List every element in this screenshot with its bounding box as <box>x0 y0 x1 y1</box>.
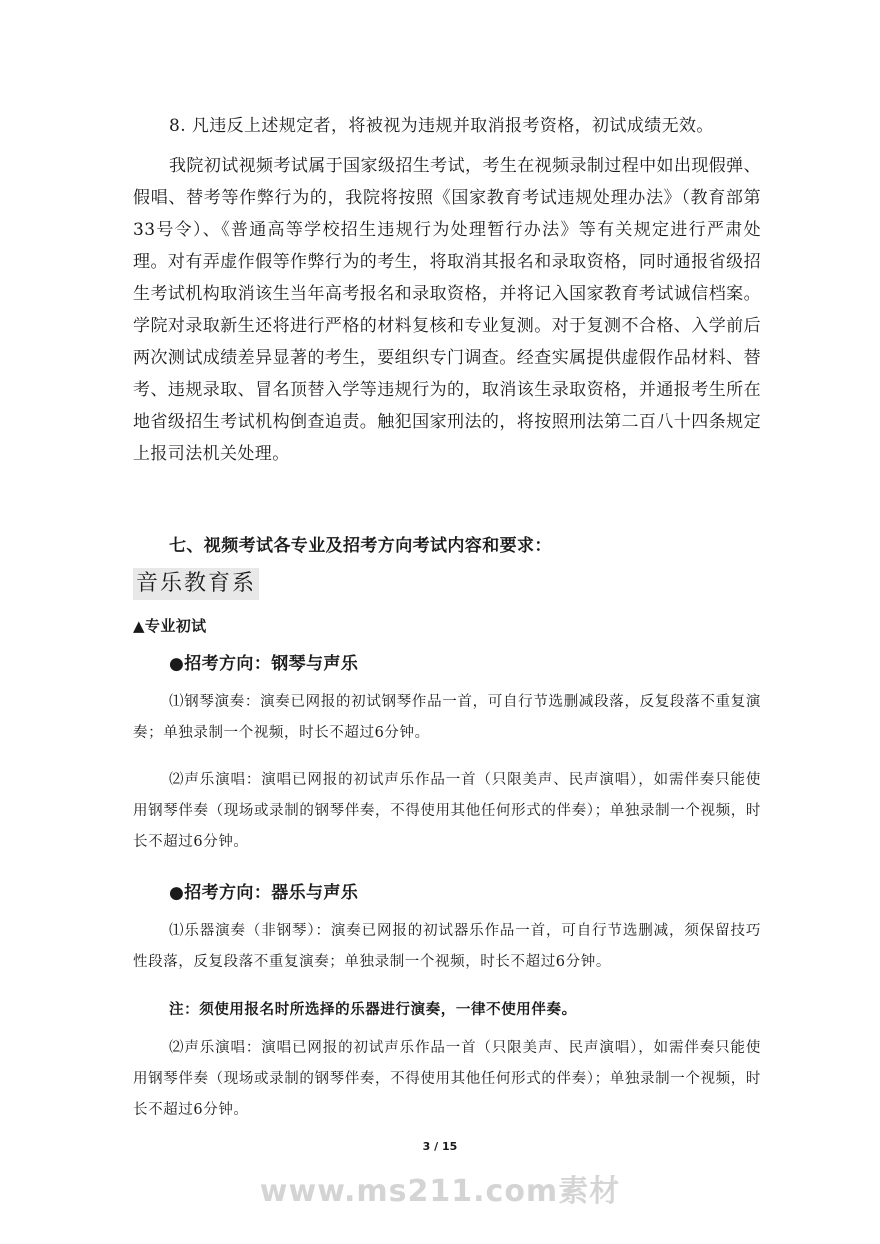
site-watermark: www.ms211.com素材 <box>259 1174 621 1209</box>
exam-stage-label: ▲专业初试 <box>133 617 207 635</box>
paragraph-violation-handling: 我院初试视频考试属于国家级招生考试，考生在视频录制过程中如出现假弹、假唱、替考等作弊行为的，我院将按照《国家教育考试违规处理办法》（教育部第33号令）、《普通高等学校招生违规行为处理暂行办法》等有关规定进行严肃处理。对有弄虚作假等作弊行为的考生，将取消其报名和录取资格，同时通报省级招生考试机构取消该生当年高考报名和录取资格，并将记入国家教育考试诚信档案。学院对录取新生还将进行严格的材料复核和专业复测。对于复测不合格、入学前后两次测试成绩差异显著的考生，要组织专门调查。经查实属提供虚假作品材料、替考、违规录取、冒名顶替入学等违规行为的，取消该生录取资格，并通报考生所在地省级招生考试机构倒查追责。触犯国家刑法的，将按照刑法第二百八十四条规定上报司法机关处理。 <box>133 156 761 464</box>
item-piano-performance: ⑴钢琴演奏：演奏已网报的初试钢琴作品一首，可自行节选删减段落，反复段落不重复演奏；单独录制一个视频，时长不超过6分钟。 <box>133 694 761 741</box>
direction-title-piano-vocal: ●招考方向：钢琴与声乐 <box>169 654 359 674</box>
page-number: 3 / 15 <box>422 1140 458 1153</box>
item-vocal-performance-2: ⑵声乐演唱：演唱已网报的初试声乐作品一首（只限美声、民声演唱），如需伴奏只能使用钢琴伴奏（现场或录制的钢琴伴奏，不得使用其他任何形式的伴奏）；单独录制一个视频，时长不超过6分钟。 <box>133 1040 761 1118</box>
item-vocal-performance-1: ⑵声乐演唱：演唱已网报的初试声乐作品一首（只限美声、民声演唱），如需伴奏只能使用钢琴伴奏（现场或录制的钢琴伴奏，不得使用其他任何形式的伴奏）；单独录制一个视频，时长不超过6分钟。 <box>133 772 761 850</box>
item-instrument-performance: ⑴乐器演奏（非钢琴）：演奏已网报的初试器乐作品一首，可自行节选删减，须保留技巧性段落，反复段落不重复演奏；单独录制一个视频，时长不超过6分钟。 <box>133 923 761 970</box>
paragraph-rule-8: 8. 凡违反上述规定者，将被视为违规并取消报考资格，初试成绩无效。 <box>169 116 714 136</box>
department-title: 音乐教育系 <box>133 568 259 600</box>
section-heading: 七、视频考试各专业及招考方向考试内容和要求： <box>169 536 552 556</box>
direction-title-instrument-vocal: ●招考方向：器乐与声乐 <box>169 883 359 903</box>
instrument-note: 注：须使用报名时所选择的乐器进行演奏，一律不使用伴奏。 <box>169 1001 577 1018</box>
